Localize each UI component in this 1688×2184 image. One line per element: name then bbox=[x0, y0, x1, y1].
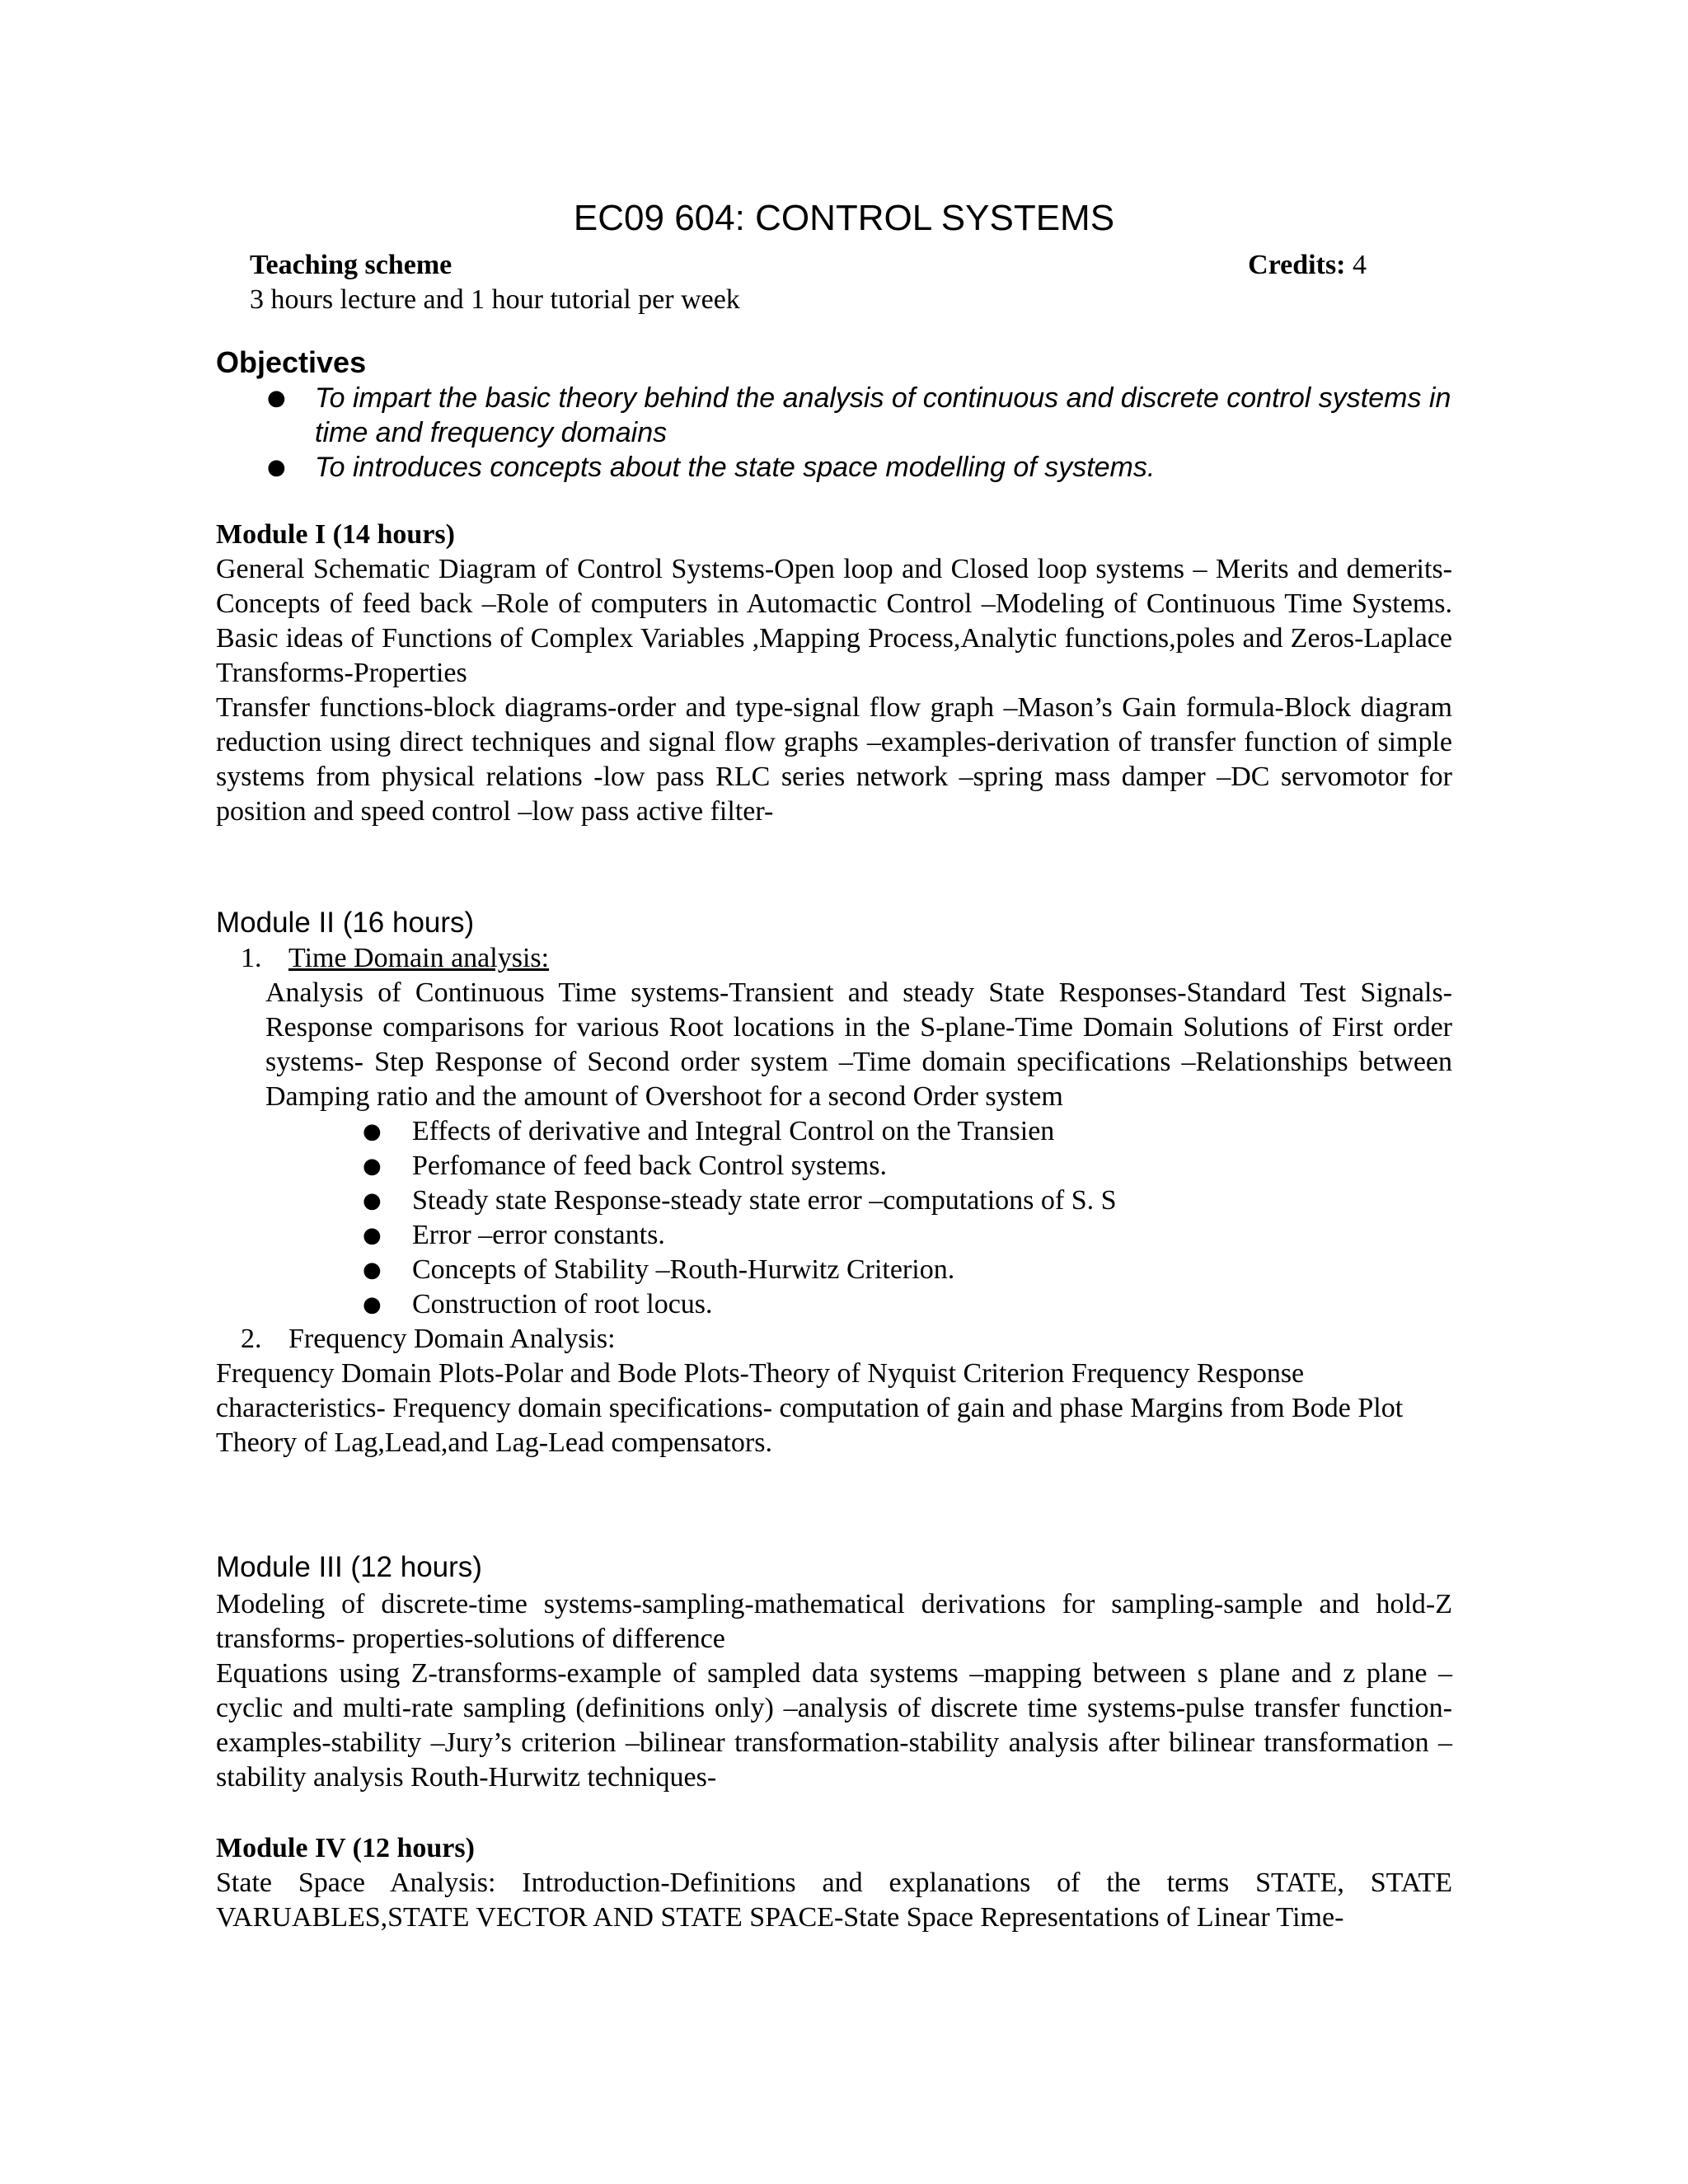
bullet-icon: ● bbox=[363, 1154, 382, 1179]
bullet-text: Effects of derivative and Integral Control on the Transien bbox=[412, 1116, 1055, 1146]
module-2-item-1 bbox=[216, 941, 1452, 976]
credits-value: 4 bbox=[1353, 250, 1367, 280]
module-1-paragraph: General Schematic Diagram of Control Systems-Open loop and Closed loop systems – Merits and demerits-Concepts of feed back –Role of computers in Automactic Control –Modeling of Continuous Time Systems. Basic ideas of Functions of Complex Variables ,Mapping Process,Analytic functions,poles and Zeros-Laplace Transforms-Properties bbox=[216, 554, 1452, 688]
credits-label: Credits: bbox=[1248, 250, 1346, 280]
bullet-item bbox=[216, 1183, 1452, 1218]
bullet-text: Construction of root locus. bbox=[412, 1289, 713, 1319]
module-2-item-2-text: Frequency Domain Plots-Polar and Bode Plots-Theory of Nyquist Criterion Frequency Response characteristics- Frequency domain specifications- computation of gain and phase Margins from Bode Plot Theory of Lag,Lead,and Lag-Lead compensators. bbox=[216, 1358, 1404, 1458]
module-3-paragraph: Modeling of discrete-time systems-sampling-mathematical derivations for sampling-sample and hold-Z transforms- properties-solutions of difference bbox=[216, 1589, 1452, 1654]
objective-text: To introduces concepts about the state space modelling of systems. bbox=[315, 452, 1156, 483]
bullet-icon: ● bbox=[363, 1188, 382, 1213]
module-1-section bbox=[216, 518, 1452, 829]
module-3-section bbox=[216, 1549, 1452, 1795]
bullet-text: Concepts of Stability –Routh-Hurwitz Criterion. bbox=[412, 1254, 955, 1285]
module-3-paragraph: Equations using Z-transforms-example of sampled data systems –mapping between s plane and z plane –cyclic and multi-rate sampling (definitions only) –analysis of discrete time systems-pulse transfer function-examples-stability –Jury’s criterion –bilinear transformation-stability analysis after bilinear transformation –stability analysis Routh-Hurwitz techniques- bbox=[216, 1658, 1452, 1793]
module-2-bullets bbox=[216, 1114, 1452, 1322]
teaching-scheme-detail: 3 hours lecture and 1 hour tutorial per week bbox=[250, 284, 740, 315]
bullet-icon: ● bbox=[363, 1258, 382, 1282]
teaching-scheme-label: Teaching scheme bbox=[250, 250, 452, 280]
bullet-icon: ● bbox=[363, 1223, 382, 1248]
bullet-item bbox=[216, 1287, 1452, 1322]
module-2-section bbox=[216, 905, 1452, 1460]
bullet-icon: ● bbox=[267, 386, 286, 410]
bullet-item bbox=[216, 1218, 1452, 1253]
objectives-list bbox=[216, 381, 1452, 485]
item-title: Time Domain analysis: bbox=[288, 943, 550, 973]
bullet-item bbox=[216, 1253, 1452, 1287]
objective-item bbox=[216, 381, 1452, 450]
bullet-text: Perfomance of feed back Control systems. bbox=[412, 1151, 887, 1181]
bullet-icon: ● bbox=[363, 1119, 382, 1144]
module-4-heading: Module IV (12 hours) bbox=[216, 1833, 475, 1863]
teaching-scheme-row bbox=[250, 249, 1367, 282]
module-2-heading: Module II (16 hours) bbox=[216, 907, 475, 939]
objective-text: To impart the basic theory behind the analysis of continuous and discrete control systems in time and frequency domains bbox=[315, 382, 1451, 448]
module-4-section bbox=[216, 1831, 1452, 1935]
course-title: EC09 604: CONTROL SYSTEMS bbox=[573, 198, 1115, 238]
objectives-heading: Objectives bbox=[216, 345, 367, 379]
credits bbox=[1248, 249, 1367, 282]
item-number: 1. bbox=[241, 943, 262, 973]
bullet-text: Steady state Response-steady state error –computations of S. S bbox=[412, 1185, 1117, 1216]
module-2-item-2 bbox=[216, 1322, 1452, 1357]
module-1-paragraph: Transfer functions-block diagrams-order and type-signal flow graph –Mason’s Gain formula-Block diagram reduction using direct techniques and signal flow graphs –examples-derivation of transfer function of simple systems from physical relations -low pass RLC series network –spring mass damper –DC servomotor for position and speed control –low pass active filter- bbox=[216, 692, 1452, 827]
item-number: 2. bbox=[241, 1324, 262, 1354]
bullet-icon: ● bbox=[363, 1292, 382, 1317]
bullet-icon: ● bbox=[267, 455, 286, 480]
module-1-heading: Module I (14 hours) bbox=[216, 519, 455, 550]
module-4-paragraph: State Space Analysis: Introduction-Definitions and explanations of the terms STATE, STATE VARUABLES,STATE VECTOR AND STATE SPACE-State Space Representations of Linear Time- bbox=[216, 1868, 1452, 1933]
module-2-item-1-text: Analysis of Continuous Time systems-Transient and steady State Responses-Standard Test Signals-Response comparisons for various Root locations in the S-plane-Time Domain Solutions of First order systems- Step Response of Second order system –Time domain specifications –Relationships between Damping ratio and the amount of Overshoot for a second Order system bbox=[265, 977, 1452, 1112]
bullet-text: Error –error constants. bbox=[412, 1220, 665, 1250]
objective-item bbox=[216, 450, 1452, 485]
module-3-heading: Module III (12 hours) bbox=[216, 1551, 482, 1583]
item-title: Frequency Domain Analysis: bbox=[288, 1324, 616, 1354]
bullet-item bbox=[216, 1114, 1452, 1149]
bullet-item bbox=[216, 1149, 1452, 1183]
